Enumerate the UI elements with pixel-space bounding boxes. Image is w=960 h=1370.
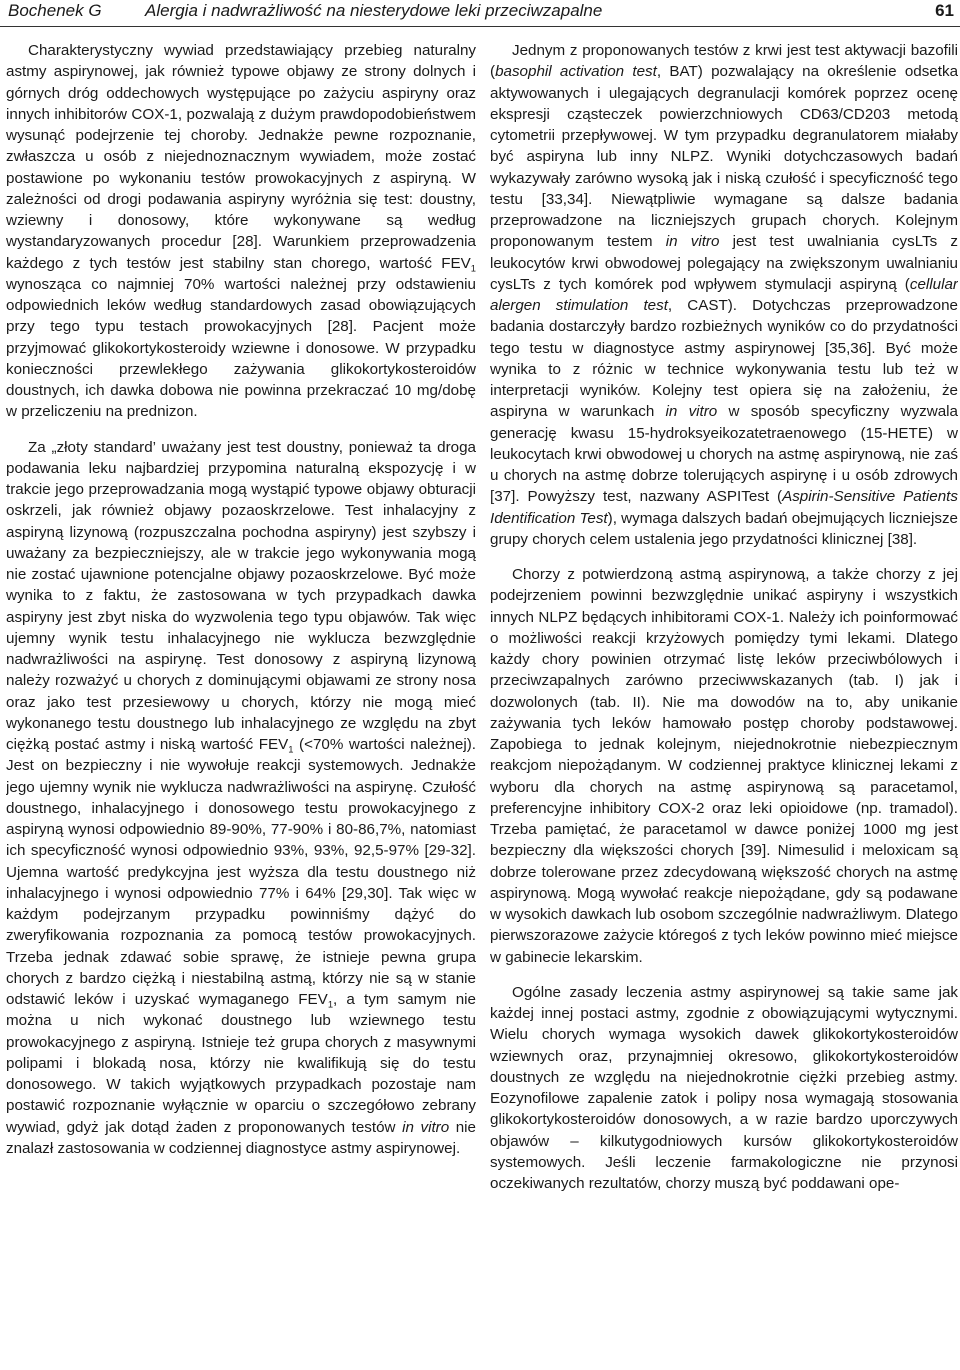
header-journal-title: Alergia i nadwrażliwość na niesterydowe leki przeciwzapalne: [145, 1, 603, 20]
header-author: Bochenek G: [8, 1, 102, 20]
running-header: [0, 0, 960, 27]
header-divider: [0, 26, 960, 27]
paragraph-drug-avoidance: Chorzy z potwierdzoną astmą aspirynową, a także chorzy z jej podejrzeniem powinni bezwzględnie unikać aspiryny i wszystkich innych NLPZ będących inhibitorami COX-1. Należy ich poinformować o możliwości reakcji krzyżowych pomiędzy tymi lekami. Dlatego każdy chory powinien otrzymać listę leków przeciwbólowych i przeciwzapalnych zarówno przeciwwskazanych (tab. I) jak i dozwolonych (tab. II). Nie ma dowodów na to, aby unikanie zażywania tych leków hamowało postęp choroby podstawowej. Zapobiega to jednak kolejnym, niejednokrotnie niebezpiecznym reakcjom niepożądanym. W codziennej praktyce klinicznej lekami z wyboru dla chorych na astmę aspirynową są paracetamol, preferencyjne inhibitory COX-2 oraz leki opioidowe (np. tramadol). Trzeba pamiętać, że paracetamol w dawce poniżej 1000 mg jest bezpieczny dla większości chorych [39]. Nimesulid i meloxicam są dobrze tolerowane przez zdecydowaną większość chorych na astmę aspirynową. Mogą wywołać reakcje niepożądane, gdy są podawane w wysokich dawkach lub osobom szczególnie nadwrażliwym. Dlatego pierwszorazowe zażycie któregoś z tych leków powinno mieć miejsce w gabinecie lekarskim.: [490, 566, 958, 966]
left-column: [6, 40, 476, 1365]
paragraph-in-vitro-tests: Jednym z proponowanych testów z krwi jest test aktywacji bazofili (basophil activation test, BAT) pozwalający na określenie odsetka aktywowanych i ulegających degranulacji komórek poprzez ocenę ekspresji cząsteczek powierzchniowych CD63/CD203 metodą cytometrii przepływowej. W tym przypadku degranulatorem miałaby być aspiryna lub inny NLPZ. Wyniki dotychczasowych badań wykazywały zarówno wysoką jak i niską czułość i specyficzność tego testu [33,34]. Niewątpliwie wymagane są dalsze badania przeprowadzone na liczniejszych grupach chorych. Kolejnym proponowanym testem in vitro jest test uwalniania cysLTs z leukocytów krwi obwodowej polegający na zwiększonym uwalnianiu cysLTs z tych komórek pod wpływem stymulacji aspiryną (cellular alergen stimulation test, CAST). Dotychczas przeprowadzone badania dostarczyły bardzo rozbieżnych wyników co do przydatności tego testu w diagnostyce astmy aspirynowej [35,36]. Być może wynika to z różnic w technice wykonywania testu lub też w interpretacji wyników. Kolejny test opiera się na założeniu, że aspiryna w warunkach in vitro w sposób specyficzny wyzwala generację kwasu 15-hydroksyeikozatetraenowego (15-HETE) w leukocytach krwi obwodowej u chorych na astmę aspirynową, nie zaś u chorych na astmę dobrze tolerujących aspirynę i u osób zdrowych [37]. Powyższy test, nazwany ASPITest (Aspirin-Sensitive Patients Identification Test), wymaga dalszych badań obejmujących liczniejsze grupy chorych celem ustalenia jego przydatności klinicznej [38].: [490, 42, 958, 548]
paragraph-oral-test-gold-standard: Za „złoty standard’ uważany jest test doustny, ponieważ ta droga podawania leku najbardziej przypomina naturalną ekspozycję i w trakcie jego przeprowadzania mogą wystąpić typowe objawy obturacji oskrzeli, jak również objawy pozaoskrzelowe. Test inhalacyjny z aspiryną lizynową (rozpuszczalna pochodna aspiryny) jest szybszy i uważany za bezpieczniejszy, ale w trakcie jego wykonywania mogą nie zostać ujawnione potencjalne objawy pozaoskrzelowe. Być może wynika to z faktu, że zastosowana w tych przypadkach dawka aspiryny jest zbyt niska do wyzwolenia tego typu objawów. Tak więc ujemny wynik testu inhalacyjnego nie wyklucza bezwzględnie nadwrażliwości na aspirynę. Test donosowy z aspiryną lizynową należy rozważyć u chorych z dominującymi objawami ze strony nosa oraz jako test przesiewowy u chorych, którzy nie mogą mieć wykonanego testu doustnego lub inhalacyjnego ze względu na zbyt ciężką postać astmy i niską wartość $FEV_1$ (<70% wartości należnej). Jest on bezpieczny i nie wywołuje reakcji systemowych. Jednakże jego ujemny wynik nie wyklucza nadwrażliwości na aspirynę. Czułość doustnego, inhalacyjnego i donosowego testu prowokacyjnego z aspiryną wynosi odpowiednio 89-90%, 77-90% i 80-86,7%, natomiast ich specyficzność wynosi odpowiednio 93%, 93%, 92,5-97% [29-32]. Ujemna wartość predykcyjna jest wyższa dla testu doustnego niż inhalacyjnego i wynosi odpowiednio 77% i 64% [29,30]. Tak więc w każdym podejrzanym przypadku powinniśmy dążyć do zweryfikowania rozpoznania za pomocą testów prowokacyjnych. Trzeba jednak zdawać sobie sprawę, że istnieje pewna grupa chorych z bardzo ciężką i niestabilną astmą, którzy nie są w stanie odstawić leków i uzyskać wymaganego $FEV_1$, a tym samym nie można u nich wykonać doustnego lub wziewnego testu prowokacyjnego z aspiryną. Istnieje też grupa chorych z masywnymi polipami i blokadą nosa, którzy nie kwalifikują się do testu donosowego. W takich wyjątkowych przypadkach pozostaje nam postawić rozpoznanie wyłącznie w oparciu o szczegółowo zebrany wywiad, gdyż jak dotąd żaden z proponowanych testów in vitro nie znalazł zastosowania w codziennej diagnostyce astmy aspirynowej.: [6, 438, 476, 1157]
paragraph-treatment-principles: Ogólne zasady leczenia astmy aspirynowej są takie same jak każdej innej postaci astmy, zgodnie z obowiązującymi wytycznymi. Wielu chorych wymaga wysokich dawek glikokortykosteroidów wziewnych oraz, przynajmniej okresowo, glikokortykosteroidów doustnych ze względu na niejednokrotnie ciężki przebieg astmy. Eozynofilowe zapalenie zatok i polipy nosa wymagają stosowania glikokortykosteroidów donosowych, a w razie bardzo uporczywych objawów – kilkutygodniowych kursów glikokortykosteroidów systemowych. Jeśli leczenie farmakologiczne nie przynosi oczekiwanych rezultatów, chorzy muszą być poddawani ope-: [490, 983, 958, 1192]
page-number: 61: [935, 1, 954, 20]
right-column: [490, 40, 958, 1365]
paragraph-provocation-tests: Charakterystyczny wywiad przedstawiający przebieg naturalny astmy aspirynowej, jak również typowe objawy ze strony dolnych i górnych dróg oddechowych występujące po zażyciu aspiryny oraz innych inhibitorów COX-1, pozwalają z dużym prawdopodobieństwem wysunąć podejrzenie tej choroby. Jednakże pewne rozpoznanie, zwłaszcza u osób z niejednoznacznym wywiadem, może zostać postawione po wykonaniu testów prowokacyjnych z aspiryną. W zależności od drogi podawania aspiryny wyróżnia się test: doustny, wziewny i donosowy, które wykonywane są według wystandaryzowanych procedur [28]. Warunkiem przeprowadzenia każdego z tych testów jest stabilny stan chorego, wartość $FEV_1$ wynosząca co najmniej 70% wartości należnej przy odstawieniu odpowiednich leków według standardowych zasad obowiązujących przy tego typu testach prowokacyjnych [28]. Pacjent może przyjmować glikokortykosteroidy wziewne i donosowe. W przypadku konieczności przewlekłego zażywania glikokortykosteroidów doustnych, ich dawka dobowa nie powinna przekraczać 10 mg/dobę w przeliczeniu na prednizon.: [6, 42, 476, 421]
